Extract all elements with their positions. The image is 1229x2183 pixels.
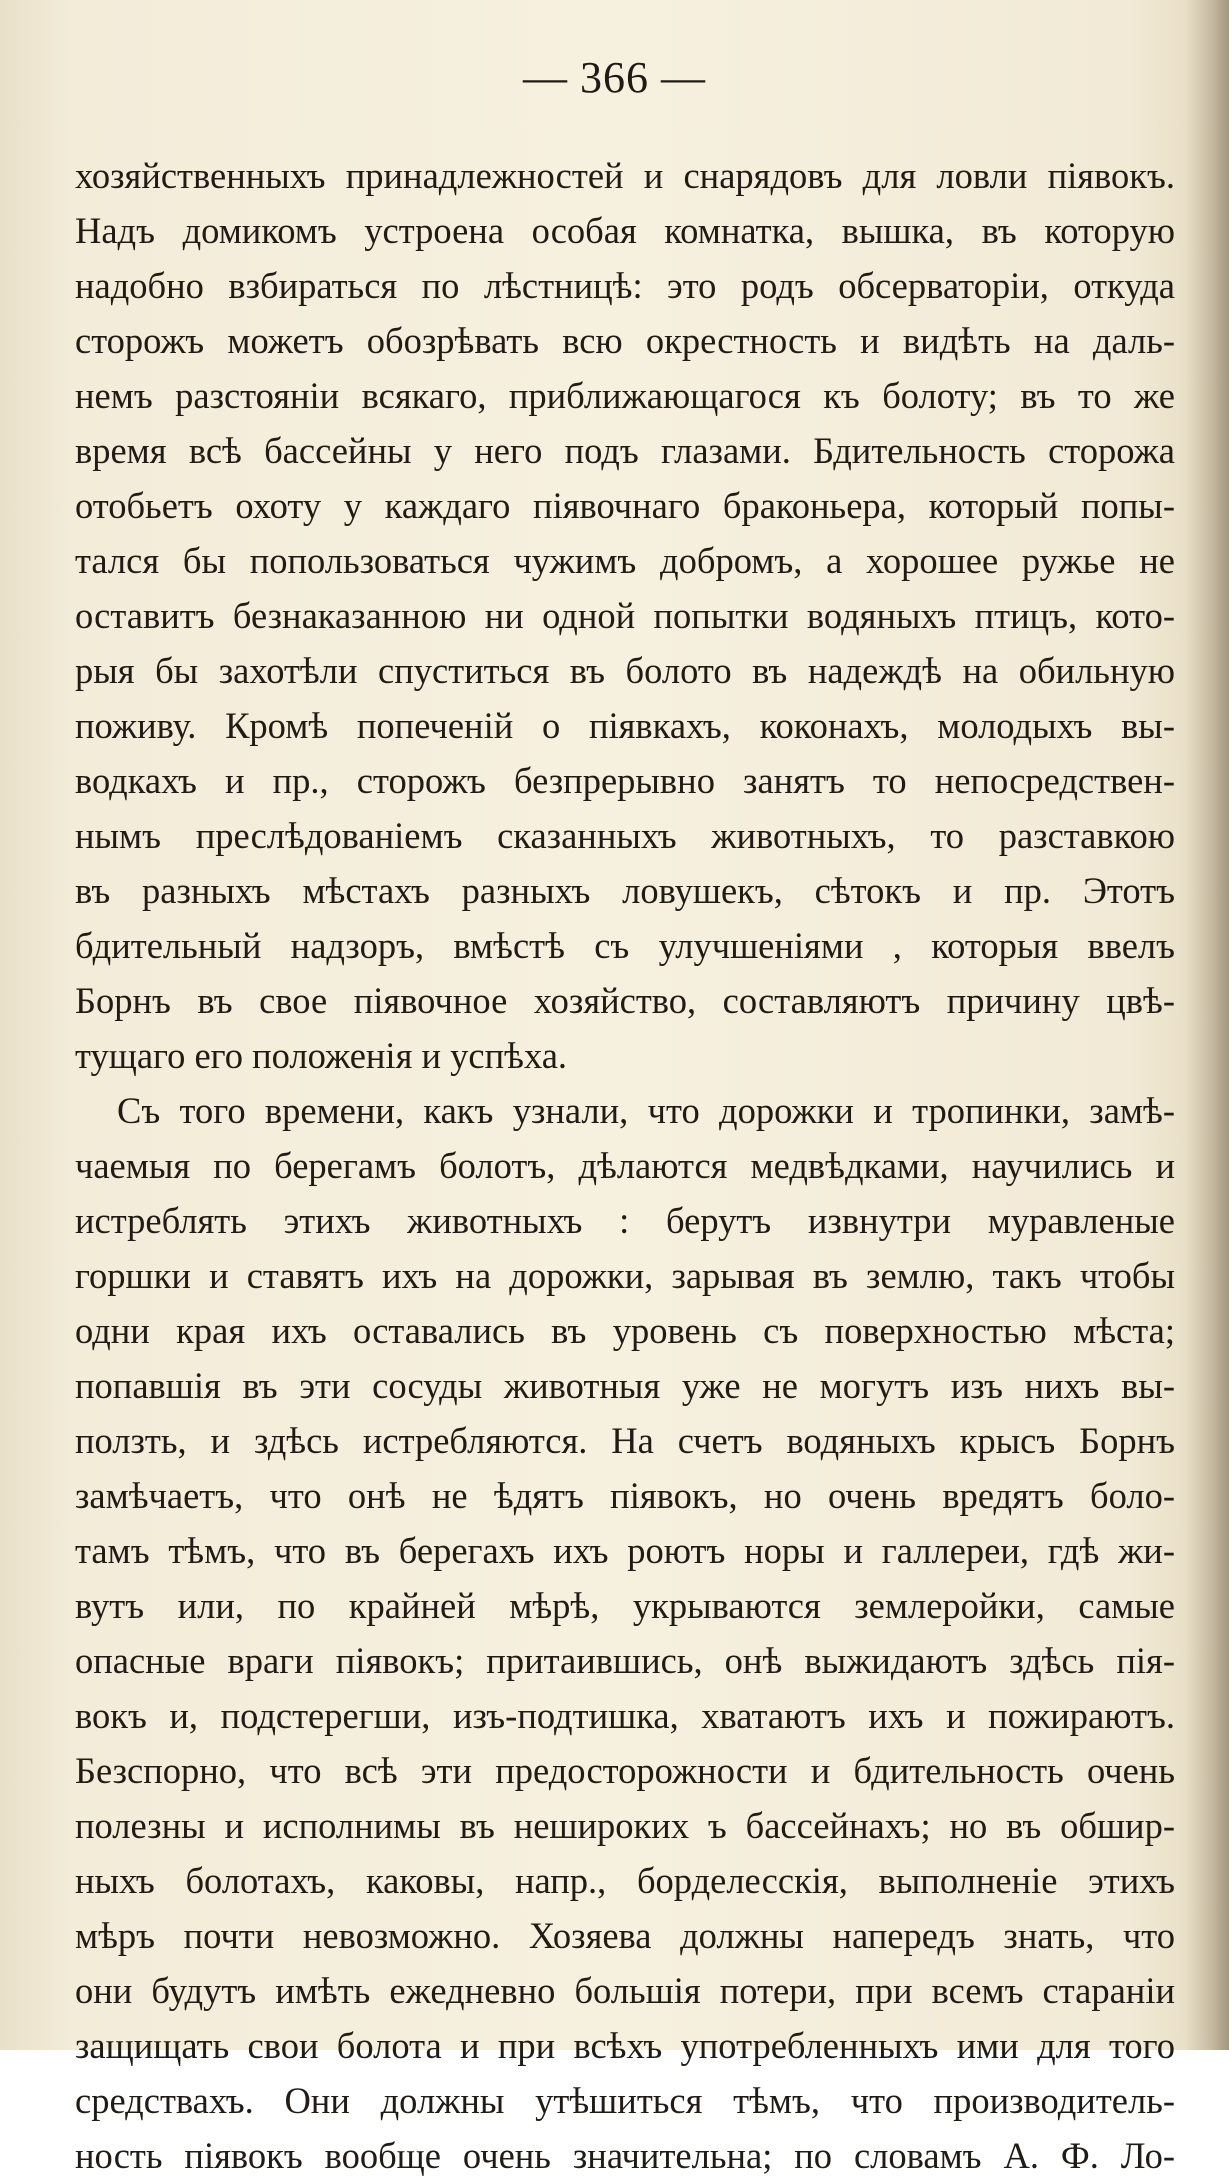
text-line: вутъ или, по крайней мѣрѣ, укрываются землеройки, самые	[75, 1585, 1175, 1626]
text-line: защищать свои болота и при всѣхъ употребленныхъ ими для того	[75, 2025, 1175, 2066]
text-line: рыя бы захотѣли спуститься въ болото въ надеждѣ на обильную	[75, 650, 1175, 691]
page-number: — 366 —	[523, 53, 706, 102]
text-line: Надъ домикомъ устроена особая комнатка, вышка, въ которую	[75, 210, 1175, 251]
text-line: немъ разстоянiи всякаго, приближающагося къ болоту; въ то же	[75, 375, 1175, 416]
text-line: опасные враги пiявокъ; притаившись, онѣ выжидаютъ здѣсь пiя-	[75, 1640, 1175, 1681]
text-line: надобно взбираться по лѣстницѣ: это родъ обсерваторiи, откуда	[75, 265, 1175, 306]
text-line: ныхъ болотахъ, каковы, напр., борделесскiя, выполненiе этихъ	[75, 1860, 1175, 1901]
body-text	[75, 148, 1175, 2183]
text-line: ность пiявокъ вообще очень значительна; по словамъ А. Ф. Ло-	[75, 2135, 1175, 2176]
text-line: полезны и исполнимы въ нешироких ъ бассейнахъ; но въ обшир-	[75, 1805, 1175, 1846]
text-line: время всѣ бассейны у него подъ глазами. Бдительность сторожа	[75, 430, 1175, 471]
text-line: Съ того времени, какъ узнали, что дорожки и тропинки, замѣ-	[117, 1090, 1175, 1131]
text-line: средствахъ. Они должны утѣшиться тѣмъ, что производитель-	[75, 2080, 1175, 2121]
text-line: мѣръ почти невозможно. Хозяева должны напередъ знать, что	[75, 1915, 1175, 1956]
text-line: поживу. Кромѣ попеченiй о пiявкахъ, коконахъ, молодыхъ вы-	[75, 705, 1175, 746]
text-line: водкахъ и пр., сторожъ безпрерывно занятъ то непосредствен-	[75, 760, 1175, 801]
text-line: истреблять этихъ животныхъ : берутъ извнутри муравленые	[75, 1200, 1175, 1241]
text-line: оставитъ безнаказанною ни одной попытки водяныхъ птицъ, кото-	[75, 595, 1175, 636]
text-line: бдительный надзоръ, вмѣстѣ съ улучшенiями , которыя ввелъ	[75, 925, 1175, 966]
text-line: хозяйственныхъ принадлежностей и снарядовъ для ловли пiявокъ.	[75, 155, 1175, 196]
text-line: тамъ тѣмъ, что въ берегахъ ихъ роютъ норы и галлереи, гдѣ жи-	[75, 1530, 1175, 1571]
text-line: тался бы попользоваться чужимъ добромъ, а хорошее ружье не	[75, 540, 1175, 581]
page-edge-shadow	[1184, 0, 1229, 2050]
text-line: замѣчаетъ, что онѣ не ѣдятъ пiявокъ, но очень вредятъ боло-	[75, 1475, 1175, 1516]
text-line: попавшiя въ эти сосуды животныя уже не могутъ изъ нихъ вы-	[75, 1365, 1175, 1406]
text-line: Борнъ въ свое пiявочное хозяйство, составляютъ причину цвѣ-	[75, 980, 1175, 1021]
text-line: нымъ преслѣдованiемъ сказанныхъ животныхъ, то разставкою	[75, 815, 1175, 856]
text-line: ползть, и здѣсь истребляются. На счетъ водяныхъ крысъ Борнъ	[75, 1420, 1175, 1461]
text-line: отобьетъ охоту у каждаго пiявочнаго браконьера, который попы-	[75, 485, 1175, 526]
text-line: тущаго его положенiя и успѣха.	[75, 1035, 568, 1076]
text-line: они будутъ имѣть ежедневно большiя потери, при всемъ старанiи	[75, 1970, 1175, 2011]
text-line: Безспорно, что всѣ эти предосторожности и бдительность очень	[75, 1750, 1175, 1791]
text-line: горшки и ставятъ ихъ на дорожки, зарывая въ землю, такъ чтобы	[75, 1255, 1175, 1296]
text-line: сторожъ можетъ обозрѣвать всю окрестность и видѣть на даль-	[75, 320, 1175, 361]
text-line: вокъ и, подстерегши, изъ-подтишка, хватаютъ ихъ и пожираютъ.	[75, 1695, 1175, 1736]
text-line: въ разныхъ мѣстахъ разныхъ ловушекъ, сѣтокъ и пр. Этотъ	[75, 870, 1175, 911]
text-line: чаемыя по берегамъ болотъ, дѣлаются медвѣдками, научились и	[75, 1145, 1175, 1186]
text-line: одни края ихъ оставались въ уровень съ поверхностью мѣста;	[75, 1310, 1175, 1351]
